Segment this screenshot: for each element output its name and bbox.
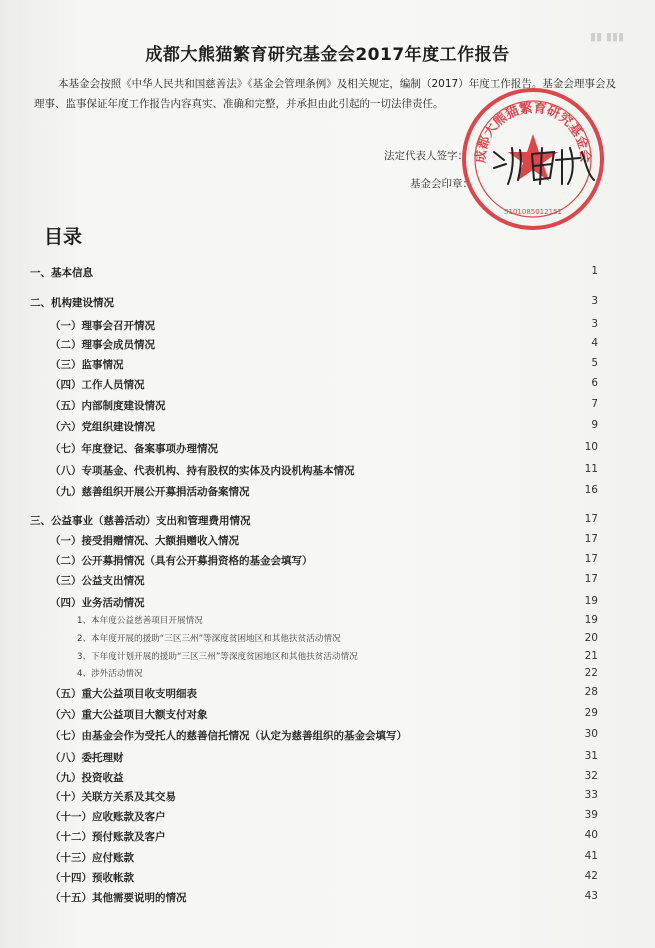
toc-entry-label: （三）公益支出情况: [50, 575, 145, 587]
toc-entry-page: 1: [591, 265, 598, 277]
toc-entry[interactable]: [30, 441, 610, 459]
toc-entry[interactable]: [30, 850, 610, 868]
toc-entry-page: 4: [591, 337, 598, 349]
seal-label: 基金会印章：: [410, 178, 473, 190]
toc-entry-page: 28: [584, 686, 598, 698]
toc-entry[interactable]: [30, 484, 610, 502]
toc-entry-page: 22: [584, 667, 598, 679]
show-through-mark: ▮▮▮ ▮▮: [590, 30, 625, 43]
toc-entry-page: 17: [584, 513, 598, 525]
toc-entry-label: （四）工作人员情况: [50, 379, 145, 391]
toc-entry-label: （九）慈善组织开展公开募捐活动备案情况: [50, 486, 250, 498]
toc-entry-label: （七）由基金会作为受托人的慈善信托情况（认定为慈善组织的基金会填写）: [50, 730, 407, 742]
toc-entry-label: （十）关联方关系及其交易: [50, 791, 176, 803]
toc-entry-label: （八）委托理财: [50, 752, 124, 764]
toc-entry[interactable]: [30, 419, 610, 437]
toc-entry-label: （七）年度登记、备案事项办理情况: [50, 443, 218, 455]
toc-entry[interactable]: [30, 357, 610, 375]
toc-entry[interactable]: [30, 650, 610, 666]
toc-entry-page: 30: [584, 728, 598, 740]
toc-entry-label: 三、公益事业（慈善活动）支出和管理费用情况: [30, 515, 251, 527]
toc-entry[interactable]: [30, 377, 610, 395]
toc-entry-page: 21: [584, 650, 598, 662]
toc-entry-page: 40: [584, 829, 598, 841]
toc-entry-label: （十一）应收账款及客户: [50, 811, 166, 823]
toc-entry-page: 32: [584, 770, 598, 782]
toc-entry-label: （一）理事会召开情况: [50, 320, 155, 332]
toc-entry[interactable]: [30, 398, 610, 416]
toc-entry-label: （十二）预付账款及客户: [50, 831, 166, 843]
toc-entry[interactable]: [30, 750, 610, 768]
toc-entry-label: 1、本年度公益慈善项目开展情况: [77, 616, 203, 626]
toc-entry[interactable]: [30, 829, 610, 847]
toc-entry-page: 11: [584, 463, 598, 475]
toc-entry-page: 19: [584, 595, 598, 607]
toc-entry-page: 29: [584, 707, 598, 719]
toc-entry-page: 3: [591, 295, 598, 307]
toc-entry-page: 39: [584, 809, 598, 821]
toc-entry-page: 3: [591, 318, 598, 330]
toc-entry-page: 33: [584, 789, 598, 801]
toc-entry-label: （八）专项基金、代表机构、持有股权的实体及内设机构基本情况: [50, 465, 355, 477]
toc-entry-label: 一、基本信息: [30, 267, 93, 279]
toc-entry-page: 41: [584, 850, 598, 862]
toc-entry-label: （六）重大公益项目大额支付对象: [50, 709, 208, 721]
toc-entry[interactable]: [30, 573, 610, 591]
toc-entry[interactable]: [30, 870, 610, 888]
toc-entry[interactable]: [30, 595, 610, 613]
legal-representative-signature-label: 法定代表人签字：: [384, 150, 468, 162]
toc-entry-label: （五）重大公益项目收支明细表: [50, 688, 197, 700]
toc-entry[interactable]: [30, 295, 610, 313]
toc-entry-page: 17: [584, 533, 598, 545]
toc-entry[interactable]: [30, 707, 610, 725]
toc-entry[interactable]: [30, 513, 610, 531]
toc-entry-page: 19: [584, 614, 598, 626]
toc-entry-label: （三）监事情况: [50, 359, 124, 371]
toc-entry-label: （二）公开募捐情况（具有公开募捐资格的基金会填写）: [50, 555, 313, 567]
toc-entry-label: 3、下年度计划开展的援助“三区三州”等深度贫困地区和其他扶贫活动情况: [77, 652, 358, 662]
toc-entry[interactable]: [30, 667, 610, 683]
intro-paragraph: 本基金会按照《中华人民共和国慈善法》《基金会管理条例》及相关规定，编制（2017）年度工作报告。基金会理事会及理事、监事保证年度工作报告内容真实、准确和完整，并承担由此引起的一切法律责任。: [34, 78, 616, 110]
toc-entry-label: （四）业务活动情况: [50, 597, 145, 609]
toc-entry-label: （六）党组织建设情况: [50, 421, 155, 433]
toc-entry-page: 17: [584, 553, 598, 565]
toc-entry-page: 6: [591, 377, 598, 389]
svg-text:成都大熊猫繁育研究基金会: 成都大熊猫繁育研究基金会: [473, 100, 593, 164]
toc-entry[interactable]: [30, 632, 610, 648]
toc-entry[interactable]: [30, 728, 610, 746]
toc-entry[interactable]: [30, 770, 610, 788]
toc-heading: 目录: [44, 226, 83, 248]
toc-entry[interactable]: [30, 533, 610, 551]
toc-entry-page: 17: [584, 573, 598, 585]
toc-entry-label: （十五）其他需要说明的情况: [50, 892, 187, 904]
toc-entry-label: （十四）预收帐款: [50, 872, 134, 884]
toc-entry-label: （十三）应付账款: [50, 852, 134, 864]
toc-entry-page: 5: [591, 357, 598, 369]
toc-entry[interactable]: [30, 553, 610, 571]
toc-entry[interactable]: [30, 265, 610, 283]
toc-entry-page: 42: [584, 870, 598, 882]
toc-entry-page: 9: [591, 419, 598, 431]
toc-entry[interactable]: [30, 809, 610, 827]
toc-entry[interactable]: [30, 614, 610, 630]
report-title: 成都大熊猫繁育研究基金会2017年度工作报告: [145, 45, 510, 65]
toc-entry-page: 31: [584, 750, 598, 762]
toc-entry-label: （一）接受捐赠情况、大额捐赠收入情况: [50, 535, 239, 547]
toc-entry[interactable]: [30, 686, 610, 704]
toc-entry[interactable]: [30, 463, 610, 481]
toc-entry-page: 7: [591, 398, 598, 410]
toc-entry-page: 43: [584, 890, 598, 902]
toc-entry[interactable]: [30, 789, 610, 807]
toc-entry-label: 4、涉外活动情况: [77, 669, 143, 679]
toc-entry-page: 16: [584, 484, 598, 496]
toc-entry-label: （二）理事会成员情况: [50, 339, 155, 351]
toc-entry[interactable]: [30, 318, 610, 336]
handwritten-signature: [490, 140, 600, 194]
toc-entry-page: 10: [584, 441, 598, 453]
toc-entry[interactable]: [30, 890, 610, 908]
toc-entry-label: 二、机构建设情况: [30, 297, 114, 309]
toc-entry[interactable]: [30, 337, 610, 355]
toc-entry-page: 20: [584, 632, 598, 644]
toc-entry-label: （五）内部制度建设情况: [50, 400, 166, 412]
seal-number: 5101085012151: [504, 208, 562, 216]
toc-entry-label: （九）投资收益: [50, 772, 124, 784]
toc-entry-label: 2、本年度开展的援助“三区三州”等深度贫困地区和其他扶贫活动情况: [77, 634, 341, 644]
